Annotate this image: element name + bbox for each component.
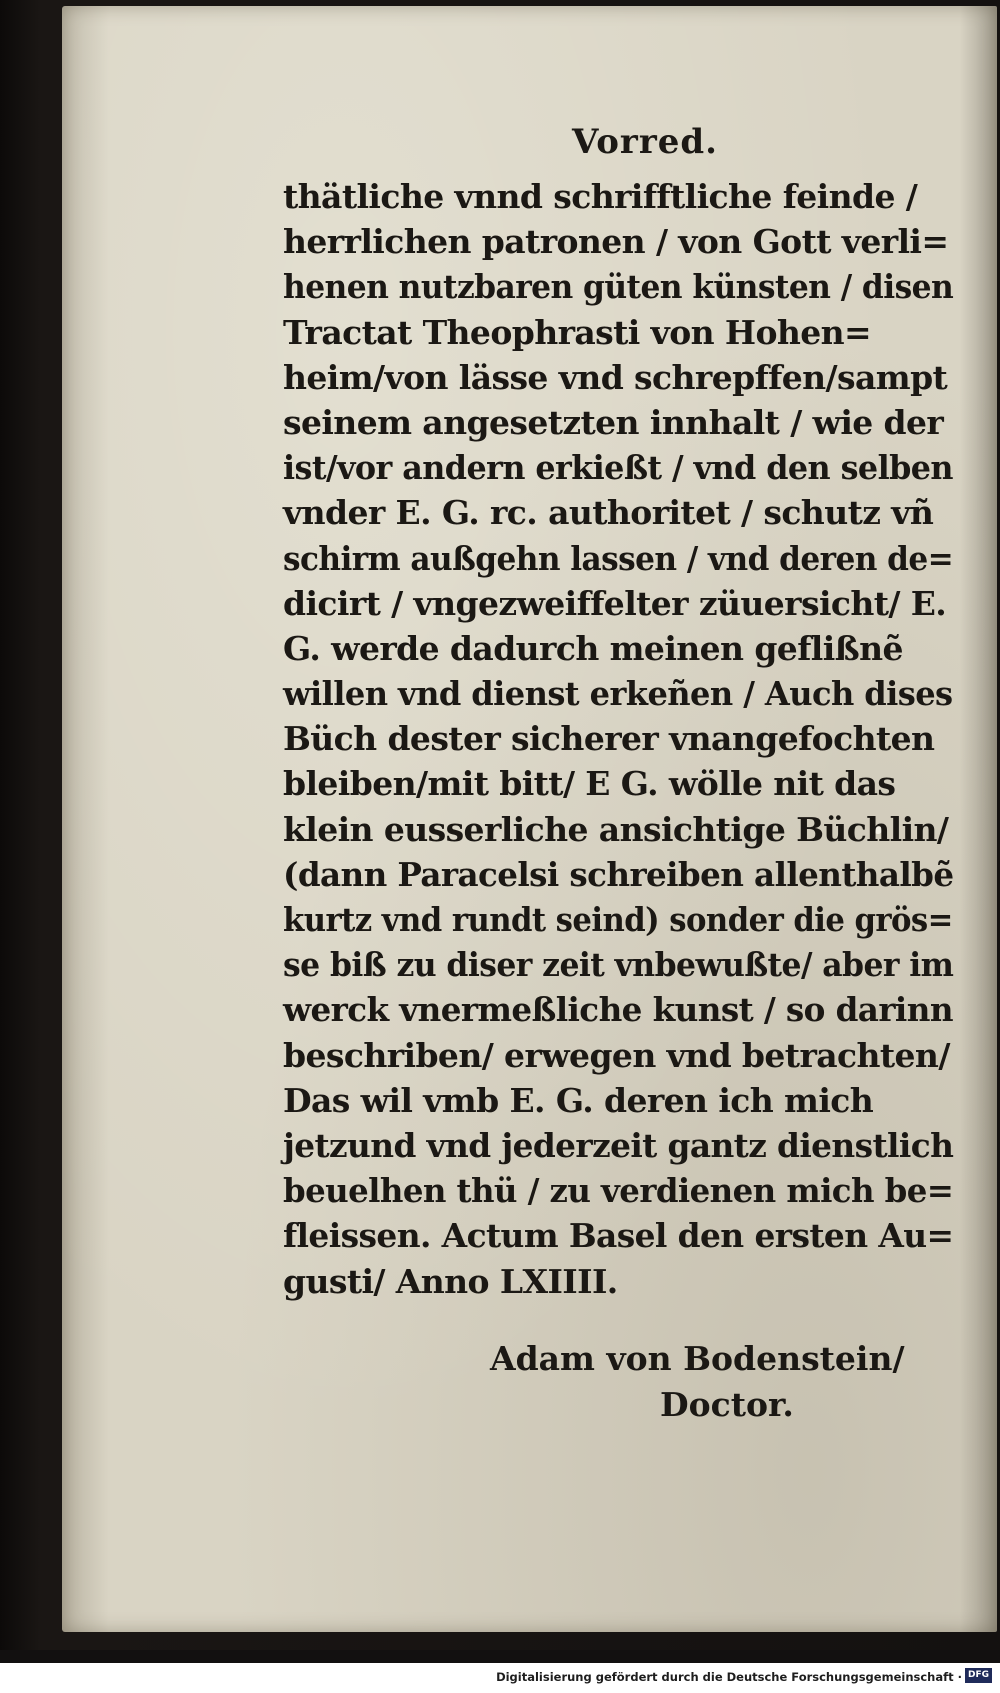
funding-credit: Digitalisierung gefördert durch die Deutsche Forschungsgemeinschaft · — [496, 1670, 962, 1684]
text-line: herrlichen patronen / von Gott verli= — [283, 222, 949, 262]
text-line: werck vnermeßliche kunst / so darinn — [283, 990, 953, 1030]
signature — [490, 1336, 905, 1428]
text-line: bleiben/mit bitt/ E G. wölle nit das — [283, 764, 896, 804]
signature-name: Adam von Bodenstein/ — [490, 1339, 905, 1378]
text-line: fleissen. Actum Basel den ersten Au= — [283, 1216, 954, 1256]
text-line: se biß zu diser zeit vnbewußte/ aber im — [283, 945, 954, 985]
body-text — [283, 174, 953, 1304]
text-line: schirm außgehn lassen / vnd deren de= — [283, 538, 954, 578]
text-line: jetzund vnd jederzeit gantz dienstlich — [283, 1125, 954, 1165]
text-line: ist/vor andern erkießt / vnd den selben — [283, 448, 953, 488]
text-line: Das wil vmb E. G. deren ich mich — [283, 1080, 874, 1120]
text-line: G. werde dadurch meinen geflißnẽ — [283, 628, 903, 668]
text-line: willen vnd dienst erkeñen / Auch dises — [283, 674, 953, 714]
text-line: klein eusserliche ansichtige Büchlin/ — [283, 809, 949, 849]
running-head: Vorred. — [572, 122, 719, 162]
text-line: Büch dester sicherer vnangefochten — [283, 719, 935, 759]
text-line: vnder E. G. rc. authoritet / schutz vñ — [283, 493, 934, 533]
text-line: heim/von lässe vnd schrepffen/sampt — [283, 357, 948, 397]
dfg-logo-icon: DFG — [965, 1668, 992, 1683]
text-line: gusti/ Anno LXIIII. — [283, 1261, 618, 1301]
text-line: Tractat Theophrasti von Hohen= — [283, 312, 872, 352]
text-line: dicirt / vngezweiffelter züuersicht/ E. — [283, 583, 947, 623]
text-line: beschriben/ erwegen vnd betrachten/ — [283, 1035, 950, 1075]
text-line: seinem angesetzten innhalt / wie der — [283, 402, 944, 442]
text-line: henen nutzbaren güten künsten / disen — [283, 267, 954, 307]
signature-title: Doctor. — [660, 1385, 794, 1424]
text-line: thätliche vnnd schrifftliche feinde / — [283, 177, 918, 216]
text-line: beuelhen thü / zu verdienen mich be= — [283, 1171, 954, 1211]
text-line: kurtz vnd rundt seind) sonder die grös= — [283, 900, 953, 939]
text-line: (dann Paracelsi schreiben allenthalbẽ — [283, 854, 954, 894]
